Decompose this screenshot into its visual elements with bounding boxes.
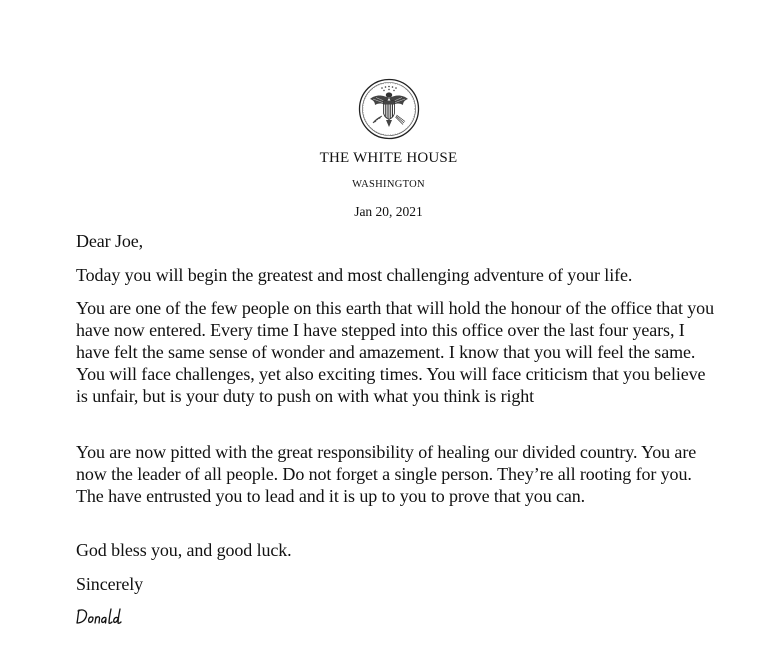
letter-paragraph: You are now pitted with the great responsibility of healing our divided country. You are now the leader of all people. Do not forget a single person. They’re all rooting for you. The have entrusted you to lead and it is up to you to prove that you can. (76, 442, 697, 506)
letter-closing: Sincerely (76, 574, 144, 594)
letter-date: Jan 20, 2021 (354, 204, 423, 219)
letter-greeting: Dear Joe, (76, 231, 144, 251)
letterhead-city: WASHINGTON (352, 179, 425, 190)
letter-paragraph: God bless you, and good luck. (76, 540, 292, 560)
letter-paragraph: You are one of the few people on this earth that will hold the honour of the office that you have now entered. Every time I have stepped into this office over the last four years, I have felt the same sense of wonder and amazement. I know that you will feel the same. You will face challenges, yet also exciting times. You will face criticism that you believe is unfair, but is your duty to push on with what you think is right (76, 298, 714, 406)
letterhead-title: THE WHITE HOUSE (319, 150, 458, 166)
presidential-seal-icon (358, 78, 420, 140)
letter-paragraph: Today you will begin the greatest and most challenging adventure of your life. (76, 265, 633, 285)
handwritten-signature (76, 606, 156, 630)
